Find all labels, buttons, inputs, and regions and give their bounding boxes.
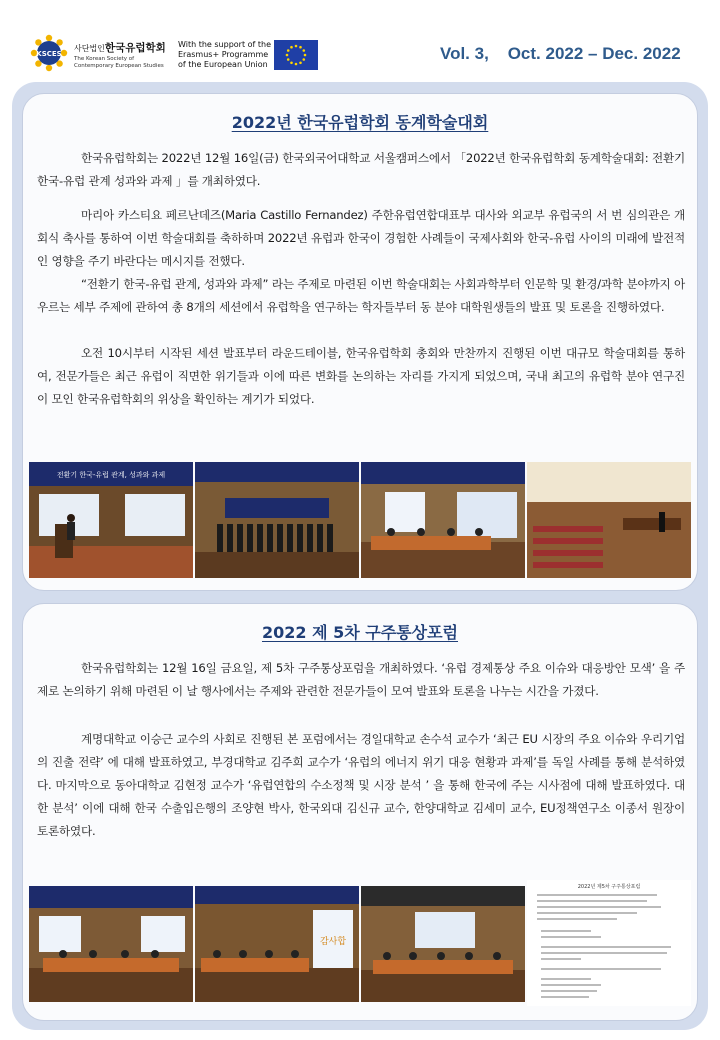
eu-star-icon: [290, 46, 293, 49]
forum-panel-photo-1: [29, 886, 193, 1002]
eu-star-icon: [295, 63, 298, 66]
eu-star-icon: [287, 58, 290, 61]
forum-panel-photo-2: [195, 886, 359, 1002]
eu-star-icon: [304, 54, 307, 57]
article-paragraph: 계명대학교 이승근 교수의 사회로 진행된 본 포럼에서는 경일대학교 손수석 교수가 ‘최근 EU 시장의 주요 이슈와 우리기업의 진출 전략’ 에 대해 발표하였고, 부경대학교 김주희 교수가 ‘유럽의 에너지 위기 대응 현황과 과제’를 독일 사례를 통해 분석하였다. 마지막으로 동아대학교 김현정 교수가 ‘유럽연합의 수소정책 및 시장 분석 ’ 을 통해 한국에 주는 시사점에 대해 발표하였다. 대한 분석’ 이에 대해 한국 수출입은행의 조양현 박사, 한국외대 김신규 교수, 한양대학교 김세미 교수, EU정책연구소 이종서 원장이 토론하였다.: [37, 732, 685, 838]
article-panel-trade-forum: [22, 603, 698, 1021]
eu-flag-icon: [274, 40, 318, 70]
program-document-photo: [527, 880, 691, 1006]
eu-star-icon: [295, 45, 298, 48]
eu-star-icon: [290, 61, 293, 64]
org-name-en: The Korean Society of Contemporary European Studies: [74, 56, 164, 69]
article-paragraph: 한국유럽학회는 2022년 12월 16일(금) 한국외국어대학교 서울캠퍼스에서 「2022년 한국유럽학회 동계학술대회: 전환기 한국-유럽 관계 성과와 과제 」를 개최하였다.: [37, 151, 685, 188]
erasmus-support-text: With the support of the Erasmus+ Programme of the European Union: [178, 40, 272, 69]
panel-discussion-photo: [361, 462, 525, 578]
eu-star-icon: [302, 49, 305, 52]
ksces-logo-icon: [30, 34, 68, 72]
eu-star-icon: [287, 49, 290, 52]
newsletter-header: [0, 0, 720, 80]
speaker-at-podium-photo: [29, 462, 193, 578]
logo-text: KSCES: [36, 50, 62, 58]
article-paragraph: 한국유럽학회는 12월 16일 금요일, 제 5차 구주통상포럼을 개최하였다. ‘유럽 경제통상 주요 이슈와 대응방안 모색’ 을 주제로 논의하기 위해 마련된 이 날 행사에서는 주제와 관련한 전문가들이 모여 발표와 토론을 나누는 시간을 가졌다.: [37, 661, 685, 698]
group-photo: [195, 462, 359, 578]
article-panel-winter-conference: [22, 93, 698, 591]
article-paragraph: 마리아 카스티요 페르난데즈(Maria Castillo Fernandez) 주한유럽연합대표부 대사와 외교부 유럽국의 서 번 심의관은 개회식 축사를 통하여 이번 학술대회를 축하하며 2022년 유럽과 한국이 경험한 사례들이 국제사회와 한국-유럽 사이의 미래에 발전적인 영향을 주기 바란다는 메시지를 전했다.: [37, 208, 685, 268]
org-name-prefix: 사단법인: [74, 44, 105, 53]
forum-panel-photo-3: [361, 886, 525, 1002]
article-paragraph: 오전 10시부터 시작된 세션 발표부터 라운드테이블, 한국유럽학회 총회와 만찬까지 진행된 이번 대규모 학술대회를 통하여, 전문가들은 최근 유럽이 직면한 위기들과 이에 따른 변화를 논의하는 자리를 가지게 되었으며, 국내 최고의 유럽학 분야 연구진이 모인 한국유럽학회의 위상을 확인하는 계기가 되었다.: [37, 346, 685, 406]
article-title: 2022 제 5차 구주통상포럼: [261, 623, 459, 642]
thank-you-slide-text: 감사합: [319, 937, 347, 947]
article-title: 2022년 한국유럽학회 동계학술대회: [231, 113, 489, 132]
volume-issue-label: Vol. 3, Oct. 2022 – Dec. 2022: [440, 44, 681, 63]
auditorium-photo: [527, 462, 691, 578]
org-name-main: 한국유럽학회: [104, 42, 166, 54]
program-title: 2022년 제5차 구주통상포럼: [577, 884, 641, 890]
eu-star-icon: [299, 61, 302, 64]
eu-star-icon: [299, 46, 302, 49]
org-name: [74, 40, 166, 55]
article-paragraph: “전환기 한국-유럽 관계, 성과와 과제” 라는 주제로 마련된 이번 학술대회는 사회과학부터 인문학 및 환경/과학 분야까지 아우르는 세부 주제에 관하여 총 8개의 세션에서 유럽학을 연구하는 학자들부터 동 분야 대학원생들의 발표 및 토론을 진행하였다.: [37, 277, 685, 314]
eu-star-icon: [286, 54, 289, 57]
eu-star-icon: [302, 58, 305, 61]
banner-text: 전환기 한국-유럽 관계, 성과와 과제: [56, 471, 166, 479]
